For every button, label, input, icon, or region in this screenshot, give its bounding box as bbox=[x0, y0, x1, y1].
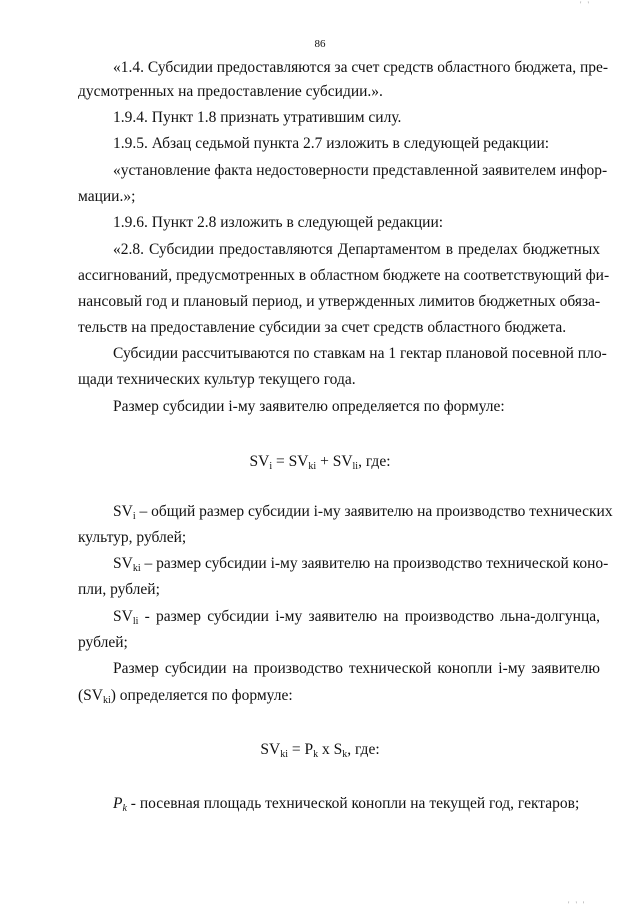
text-line: Субсидии рассчитываются по ставкам на 1 гектар плановой посевной пло- bbox=[113, 345, 607, 362]
text-line: пли, рублей; bbox=[78, 581, 160, 598]
text-line: 1.9.6. Пункт 2.8 изложить в следующей редакции: bbox=[113, 214, 444, 231]
formula-hemp-subsidy: $SV_{ki} = P_k$ x $S_k$, где: bbox=[260, 741, 380, 760]
page-number: 86 bbox=[314, 38, 326, 50]
definition-pk: $P_k$ - посевная площадь технической конопли на текущей год, гектаров; bbox=[113, 795, 580, 814]
text-line: мации.»; bbox=[78, 188, 136, 205]
text-line: щади технических культур текущего года. bbox=[78, 371, 356, 388]
definition-sv-i: $SV_i$ – общий размер субсидии i-му заявителю на производство технических bbox=[113, 503, 613, 522]
text-line: Размер субсидии i-му заявителю определяется по формуле: bbox=[113, 398, 505, 415]
text-line: «2.8. Субсидии предоставляются Департаментом в пределах бюджетных bbox=[113, 241, 600, 258]
definition-sv-li: $SV_{li}$ - размер субсидии i-му заявителю на производство льна-долгунца, bbox=[113, 608, 600, 627]
text-line: $(SV_{ki})$ определяется по формуле: bbox=[78, 687, 293, 706]
text-line: тельств на предоставление субсидии за счет средств областного бюджета. bbox=[78, 319, 567, 336]
text-line: 1.9.5. Абзац седьмой пункта 2.7 изложить в следующей редакции: bbox=[113, 135, 550, 152]
formula-total-subsidy: $SV_i = SV_{ki} + SV_{li}$, где: bbox=[249, 453, 391, 472]
text-line: культур, рублей; bbox=[78, 529, 187, 546]
text-line: нансовый год и плановый период, и утвержденных лимитов бюджетных обяза- bbox=[78, 293, 601, 310]
text-line: «установление факта недостоверности представленной заявителем инфор- bbox=[113, 162, 608, 179]
scan-mark-top: ' ' bbox=[580, 0, 591, 9]
definition-sv-ki: $SV_{ki}$ – размер субсидии i-му заявителю на производство технической коно- bbox=[113, 555, 609, 574]
text-line: дусмотренных на предоставление субсидии.». bbox=[78, 83, 383, 100]
scan-mark-bottom: ' ' ' bbox=[568, 900, 587, 909]
text-line: рублей; bbox=[78, 634, 128, 651]
text-line: ассигнований, предусмотренных в областном бюджете на соответствующий фи- bbox=[78, 267, 610, 284]
text-line: «1.4. Субсидии предоставляются за счет средств областного бюджета, пре- bbox=[113, 59, 609, 76]
text-line: 1.9.4. Пункт 1.8 признать утратившим силу. bbox=[113, 109, 402, 126]
text-line: Размер субсидии на производство технической конопли i-му заявителю bbox=[113, 660, 600, 677]
